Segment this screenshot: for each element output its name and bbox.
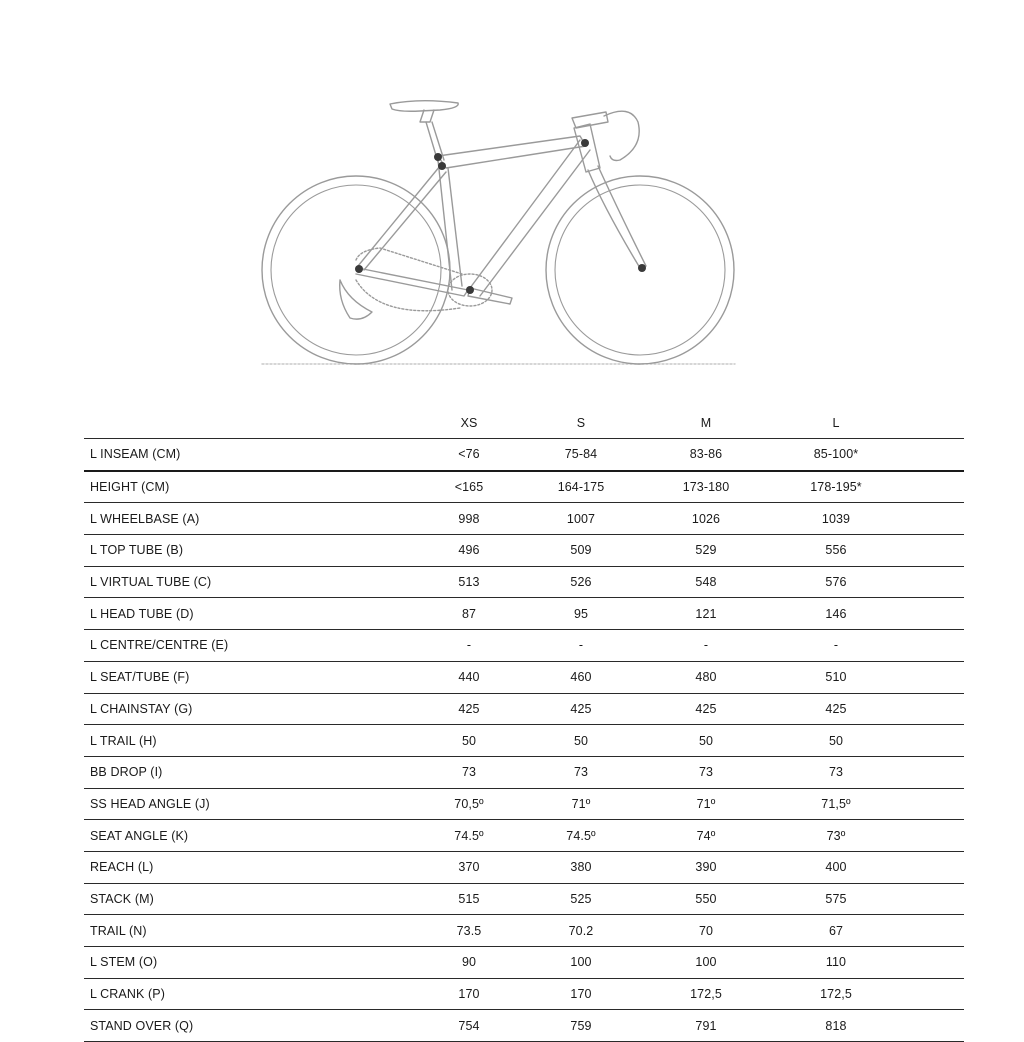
row-label: L STEM (O) — [90, 955, 158, 970]
row-value: 73º — [826, 828, 846, 843]
row-value: 70 — [698, 923, 714, 938]
row-value: 759 — [570, 1018, 592, 1033]
row-value: 178-195* — [810, 480, 862, 495]
row-value: 70,5º — [454, 796, 484, 811]
row-value: 173-180 — [682, 480, 730, 495]
row-value: - — [578, 638, 584, 653]
row-value: 71,5º — [821, 796, 851, 811]
row-value: 170 — [458, 987, 480, 1002]
row-label: SS HEAD ANGLE (J) — [90, 796, 210, 811]
row-value: 50 — [573, 733, 589, 748]
table-row — [84, 502, 964, 534]
row-value: 121 — [695, 606, 717, 621]
size-header-l: L — [832, 416, 840, 430]
row-value: 73 — [461, 765, 477, 780]
head-tube — [574, 124, 600, 172]
row-label: SEAT ANGLE (K) — [90, 828, 189, 843]
row-value: - — [466, 638, 472, 653]
row-value: 1026 — [691, 511, 721, 526]
row-value: 400 — [825, 860, 847, 875]
row-label: REACH (L) — [90, 860, 154, 875]
table-row — [84, 661, 964, 693]
row-value: 556 — [825, 543, 847, 558]
row-value: 73 — [828, 765, 844, 780]
table-row — [84, 597, 964, 629]
row-value: 550 — [695, 891, 717, 906]
row-value: 90 — [461, 955, 477, 970]
row-value: 576 — [825, 575, 847, 590]
row-value: 390 — [695, 860, 717, 875]
row-value: 110 — [825, 955, 847, 970]
table-row — [84, 851, 964, 883]
handlebar — [604, 111, 639, 160]
stem — [572, 112, 608, 128]
row-value: 526 — [570, 575, 592, 590]
row-value: 529 — [695, 543, 717, 558]
row-value: 525 — [570, 891, 592, 906]
row-value: 74.5º — [454, 828, 484, 843]
table-row — [84, 566, 964, 598]
table-row — [84, 788, 964, 820]
row-value: 460 — [570, 670, 592, 685]
row-value: 85-100* — [813, 447, 859, 462]
row-label: STACK (M) — [90, 891, 154, 906]
row-value: 998 — [458, 511, 480, 526]
row-value: 575 — [825, 891, 847, 906]
table-row — [84, 914, 964, 946]
row-label: L TOP TUBE (B) — [90, 543, 184, 558]
row-value: 50 — [698, 733, 714, 748]
row-value: 74.5º — [566, 828, 596, 843]
row-value: 370 — [458, 860, 480, 875]
row-value: 425 — [570, 701, 592, 716]
row-value: 425 — [458, 701, 480, 716]
row-value: - — [703, 638, 709, 653]
row-value: 1039 — [821, 511, 851, 526]
row-label: L WHEELBASE (A) — [90, 511, 200, 526]
row-value: 73 — [698, 765, 714, 780]
table-row — [84, 946, 964, 978]
row-value: 818 — [825, 1018, 847, 1033]
row-label: STAND OVER (Q) — [90, 1018, 194, 1033]
row-value: 440 — [458, 670, 480, 685]
row-label: L CENTRE/CENTRE (E) — [90, 638, 229, 653]
row-value: 75-84 — [564, 447, 598, 462]
table-row — [84, 724, 964, 756]
row-value: 100 — [570, 955, 592, 970]
row-value: 83-86 — [689, 447, 723, 462]
row-value: <165 — [454, 480, 484, 495]
row-value: 425 — [825, 701, 847, 716]
row-value: 164-175 — [557, 480, 605, 495]
bike-geometry-diagram — [250, 90, 750, 380]
row-label: TRAIL (N) — [90, 923, 147, 938]
row-label: BB DROP (I) — [90, 765, 163, 780]
row-value: 496 — [458, 543, 480, 558]
table-row — [84, 693, 964, 725]
size-header-m: M — [700, 416, 712, 430]
size-header-s: S — [576, 416, 586, 430]
geometry-table — [84, 408, 964, 1042]
row-value: 1007 — [566, 511, 596, 526]
row-value: 73 — [573, 765, 589, 780]
row-value: 510 — [825, 670, 847, 685]
row-value: 71º — [571, 796, 591, 811]
seatstay — [358, 166, 446, 270]
fork — [588, 166, 646, 268]
table-row — [84, 534, 964, 566]
row-value: 87 — [461, 606, 477, 621]
row-value: 100 — [695, 955, 717, 970]
table-row — [84, 470, 964, 503]
row-value: <76 — [458, 447, 480, 462]
derailleur — [340, 280, 372, 319]
table-row — [84, 819, 964, 851]
row-value: 74º — [696, 828, 716, 843]
row-value: 146 — [825, 606, 847, 621]
row-value: 380 — [570, 860, 592, 875]
row-value: 791 — [695, 1018, 717, 1033]
size-header-row — [84, 408, 964, 438]
row-label: L INSEAM (CM) — [90, 447, 181, 462]
row-value: - — [833, 638, 839, 653]
size-header-xs: XS — [460, 416, 478, 430]
row-label: L CHAINSTAY (G) — [90, 701, 193, 716]
row-value: 754 — [458, 1018, 480, 1033]
row-label: L SEAT/TUBE (F) — [90, 670, 190, 685]
row-value: 73.5 — [456, 923, 482, 938]
row-label: L HEAD TUBE (D) — [90, 606, 194, 621]
row-value: 480 — [695, 670, 717, 685]
table-row — [84, 438, 964, 470]
table-row — [84, 883, 964, 915]
row-value: 509 — [570, 543, 592, 558]
row-value: 172,5 — [690, 987, 722, 1002]
row-value: 71º — [696, 796, 716, 811]
row-value: 95 — [573, 606, 589, 621]
row-label: L VIRTUAL TUBE (C) — [90, 575, 212, 590]
row-value: 170 — [570, 987, 592, 1002]
row-value: 172,5 — [820, 987, 852, 1002]
row-value: 513 — [458, 575, 480, 590]
row-value: 425 — [695, 701, 717, 716]
row-label: HEIGHT (CM) — [90, 480, 170, 495]
table-row — [84, 978, 964, 1010]
table-row — [84, 756, 964, 788]
row-value: 50 — [461, 733, 477, 748]
table-row — [84, 629, 964, 661]
row-value: 70.2 — [568, 923, 594, 938]
row-label: L CRANK (P) — [90, 987, 165, 1002]
row-label: L TRAIL (H) — [90, 733, 157, 748]
row-value: 50 — [828, 733, 844, 748]
row-value: 67 — [828, 923, 844, 938]
top-tube — [438, 136, 586, 168]
table-row — [84, 1009, 964, 1042]
down-tube — [470, 140, 590, 296]
row-value: 515 — [458, 891, 480, 906]
row-value: 548 — [695, 575, 717, 590]
